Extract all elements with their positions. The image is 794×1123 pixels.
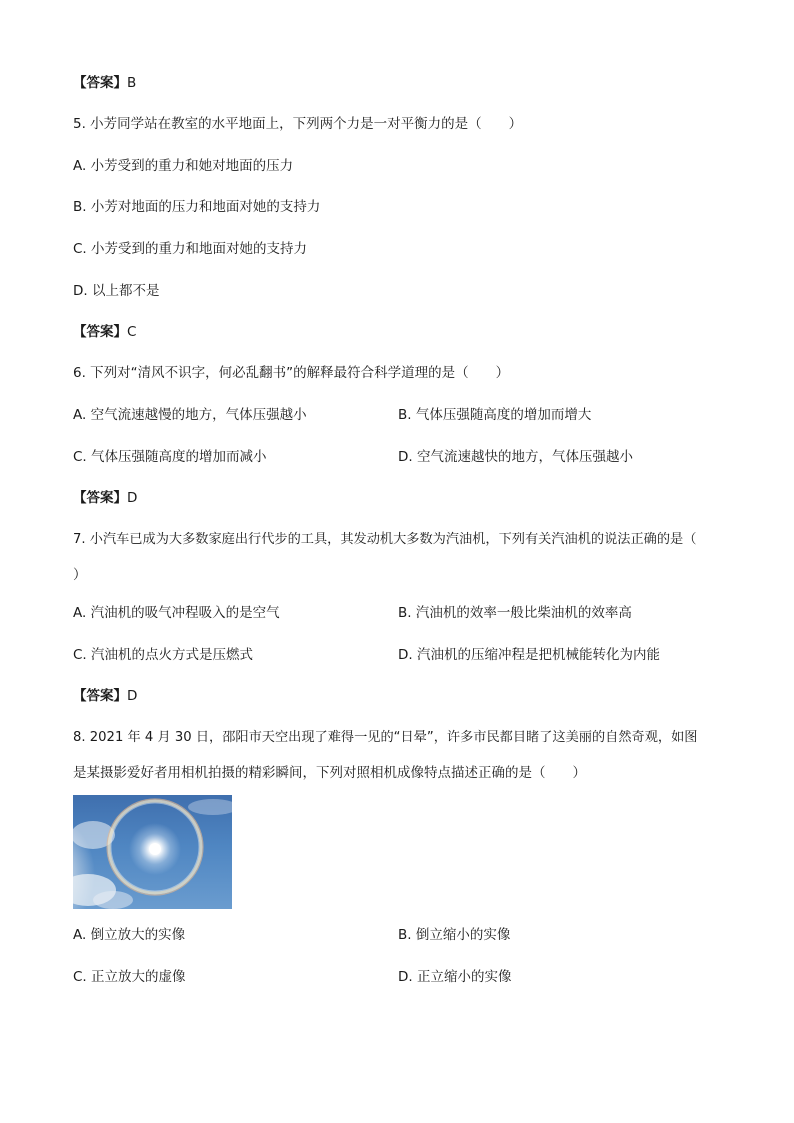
question-7-option-d: D. 汽油机的压缩冲程是把机械能转化为内能 <box>398 647 660 663</box>
answer-value: D <box>127 490 138 506</box>
sun-halo-photo <box>73 795 232 909</box>
answer-tag: 【答案】 <box>73 324 127 340</box>
answer-tag: 【答案】 <box>73 490 127 506</box>
question-7-option-a: A. 汽油机的吸气冲程吸入的是空气 <box>73 605 280 621</box>
answer-value: D <box>127 688 138 704</box>
answer-line <box>73 74 136 92</box>
question-5-option-c: C. 小芳受到的重力和地面对她的支持力 <box>73 241 308 257</box>
question-5-option-d: D. 以上都不是 <box>73 283 160 299</box>
question-8-option-b: B. 倒立缩小的实像 <box>398 927 511 943</box>
answer-tag: 【答案】 <box>73 688 127 704</box>
answer-tag: 【答案】 <box>73 75 127 91</box>
question-6-option-b: B. 气体压强随高度的增加而增大 <box>398 407 592 423</box>
answer-value: C <box>127 324 137 340</box>
question-8-option-c: C. 正立放大的虚像 <box>73 969 186 985</box>
question-8-option-a: A. 倒立放大的实像 <box>73 927 186 943</box>
question-8-option-d: D. 正立缩小的实像 <box>398 969 512 985</box>
answer-line <box>73 489 137 507</box>
question-5-option-b: B. 小芳对地面的压力和地面对她的支持力 <box>73 199 321 215</box>
question-7-option-b: B. 汽油机的效率一般比柴油机的效率高 <box>398 605 632 621</box>
question-6-option-c: C. 气体压强随高度的增加而减小 <box>73 449 267 465</box>
question-5-stem: 5. 小芳同学站在教室的水平地面上，下列两个力是一对平衡力的是（ ） <box>73 116 523 132</box>
question-6-stem: 6. 下列对“清风不识字，何必乱翻书”的解释最符合科学道理的是（ ） <box>73 365 510 381</box>
question-8-stem-line2: 是某摄影爱好者用相机拍摄的精彩瞬间，下列对照相机成像特点描述正确的是（ ） <box>73 765 586 781</box>
question-5-option-a: A. 小芳受到的重力和她对地面的压力 <box>73 158 294 174</box>
answer-value: B <box>127 75 137 91</box>
question-8-stem-line1: 8. 2021 年 4 月 30 日，邵阳市天空出现了难得一见的“日晕”，许多市民都目睹了这美丽的自然奇观，如图 <box>73 730 698 745</box>
question-7-stem-line1: 7. 小汽车已成为大多数家庭出行代步的工具，其发动机大多数为汽油机，下列有关汽油机的说法正确的是（ <box>73 532 697 547</box>
question-6-option-d: D. 空气流速越快的地方，气体压强越小 <box>398 449 633 465</box>
sun-halo-illustration <box>73 795 232 909</box>
answer-line <box>73 687 137 705</box>
question-7-option-c: C. 汽油机的点火方式是压燃式 <box>73 647 254 663</box>
question-6-option-a: A. 空气流速越慢的地方，气体压强越小 <box>73 407 307 423</box>
answer-line <box>73 323 136 341</box>
question-7-stem-line2: ） <box>73 567 87 583</box>
